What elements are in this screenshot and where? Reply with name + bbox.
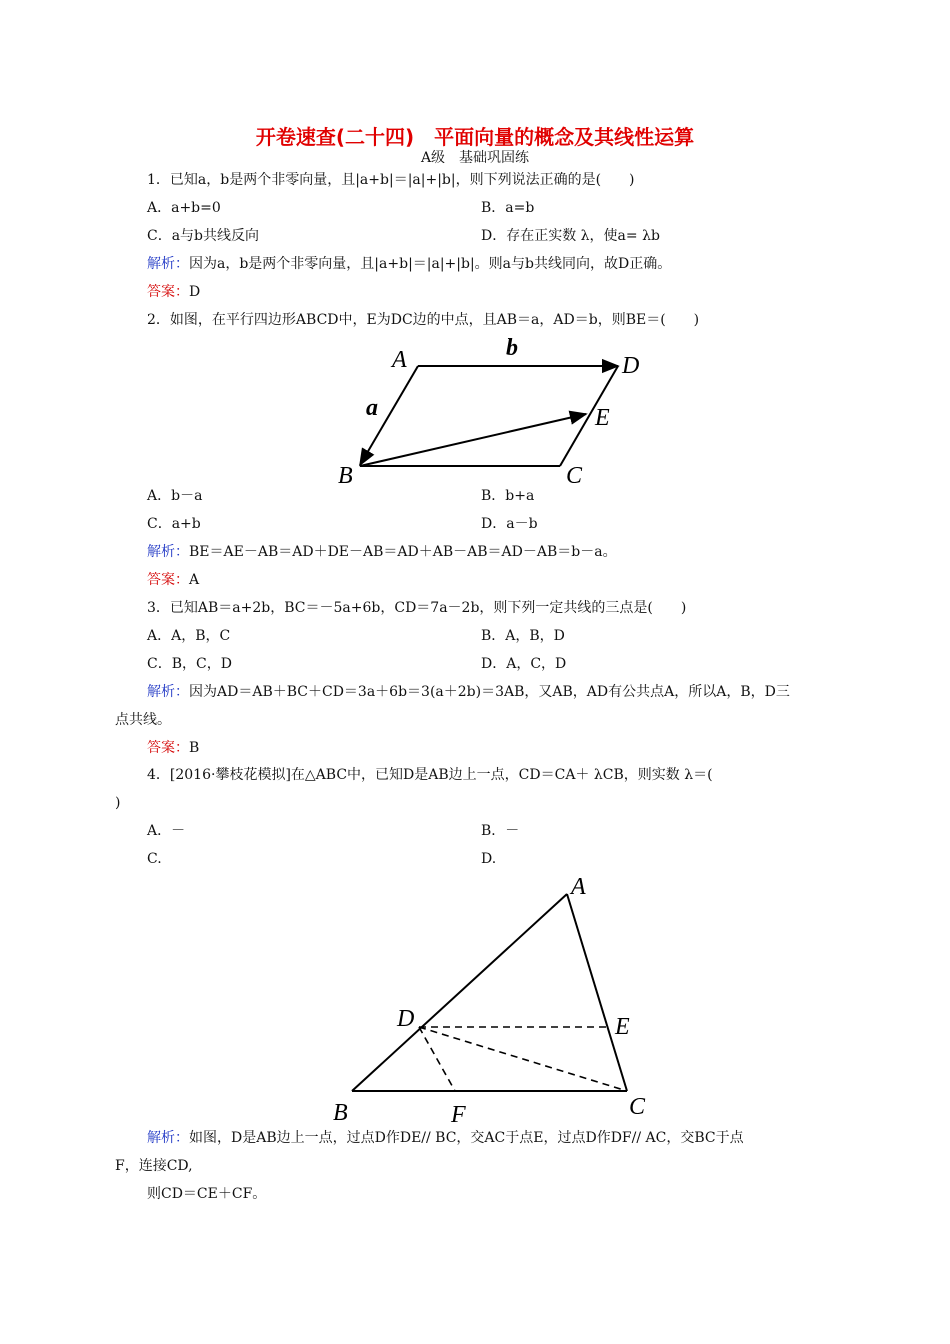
q2-answer-value: A <box>189 572 200 588</box>
dashed-df <box>419 1027 455 1091</box>
q1-answer-value: D <box>189 284 201 300</box>
q3-answer-label: 答案： <box>147 740 189 756</box>
label-a-vector: a <box>366 395 378 421</box>
q4-explanation <box>147 1129 744 1147</box>
triangle-figure <box>325 868 665 1130</box>
q1-option-c: C．a与b共线反向 <box>147 228 260 244</box>
label-b: B <box>333 1100 348 1126</box>
q3-explanation <box>147 683 790 701</box>
q2-answer <box>147 571 199 589</box>
q4-explanation-text-line3: 则CD＝CE＋CF。 <box>147 1186 267 1202</box>
q4-explanation-text-line1: 如图，D是AB边上一点，过点D作DE// BC，交AC于点E，过点D作DF// AC，交BC于点 <box>189 1130 744 1146</box>
label-b-vector: b <box>506 335 518 361</box>
label-f: F <box>451 1102 466 1128</box>
q2-option-b: B．b+a <box>481 488 535 504</box>
label-c-point: C <box>566 463 583 489</box>
q3-stem: 3．已知AB＝a+2b，BC＝－5a+6b，CD＝7a－2b，则下列一定共线的三点是( ) <box>147 600 687 616</box>
q4-option-c: C. <box>147 851 162 867</box>
q2-option-a: A．b－a <box>147 488 203 504</box>
q1-answer <box>147 283 200 301</box>
q2-explanation-text: BE＝AE－AB＝AD＋DE－AB＝AD＋AB－AB＝AD－AB＝b－a。 <box>189 544 617 560</box>
q3-option-d: D．A，C，D <box>481 656 567 672</box>
q1-explanation-label: 解析： <box>147 256 189 272</box>
side-ac <box>567 894 627 1091</box>
q3-explanation-text-line2: 点共线。 <box>115 712 171 728</box>
q2-explanation-label: 解析： <box>147 544 189 560</box>
label-b-point: B <box>338 463 353 489</box>
label-a-point: A <box>392 347 407 373</box>
vector-be <box>360 414 586 466</box>
q3-answer <box>147 739 199 757</box>
q3-option-c: C．B，C，D <box>147 656 232 672</box>
q3-answer-value: B <box>189 740 200 756</box>
q2-option-c: C．a+b <box>147 516 201 532</box>
q1-explanation-text: 因为a，b是两个非零向量，且|a+b|＝|a|+|b|。则a与b共线同向，故D正确。 <box>189 256 672 272</box>
q3-explanation-text-line1: 因为AD＝AB＋BC＋CD＝3a＋6b＝3(a＋2b)＝3AB，又AB，AD有公共点A，所以A，B，D三 <box>189 684 790 700</box>
label-d: D <box>397 1006 415 1032</box>
q3-explanation-label: 解析： <box>147 684 189 700</box>
parallelogram-figure <box>330 335 660 490</box>
q3-option-b: B．A，B，D <box>481 628 565 644</box>
q1-explanation <box>147 255 671 273</box>
label-c: C <box>629 1094 646 1120</box>
q4-option-a: A．－ <box>147 823 186 839</box>
page-title: 开卷速查(二十四) 平面向量的概念及其线性运算 <box>255 125 695 149</box>
q1-option-b: B．a=b <box>481 200 535 216</box>
q1-answer-label: 答案： <box>147 284 189 300</box>
label-d-point: D <box>622 353 640 379</box>
q4-explanation-text-line2: F，连接CD, <box>115 1158 193 1174</box>
q1-stem: 1．已知a，b是两个非零向量，且|a+b|＝|a|+|b|，则下列说法正确的是( ) <box>147 172 635 188</box>
q2-answer-label: 答案： <box>147 572 189 588</box>
label-e-point: E <box>595 405 610 431</box>
q2-explanation <box>147 543 617 561</box>
q1-option-d: D．存在正实数 λ，使a= λb <box>481 228 660 244</box>
q4-stem-line1: 4．[2016·攀枝花模拟]在△ABC中，已知D是AB边上一点，CD＝CA＋ λCB，则实数 λ＝( <box>147 767 713 783</box>
q4-stem-line2: ) <box>115 795 121 811</box>
label-a: A <box>571 874 586 900</box>
q1-option-a: A．a+b=0 <box>147 200 221 216</box>
q4-explanation-label: 解析： <box>147 1130 189 1146</box>
q4-option-b: B．－ <box>481 823 520 839</box>
q4-option-d: D. <box>481 851 497 867</box>
q3-option-a: A．A，B，C <box>147 628 231 644</box>
label-e: E <box>615 1014 630 1040</box>
side-ab <box>352 894 567 1091</box>
q2-option-d: D．a－b <box>481 516 538 532</box>
section-subtitle: A级 基础巩固练 <box>420 150 530 166</box>
q2-stem: 2．如图，在平行四边形ABCD中，E为DC边的中点，且AB＝a，AD＝b，则BE＝( ) <box>147 312 700 328</box>
